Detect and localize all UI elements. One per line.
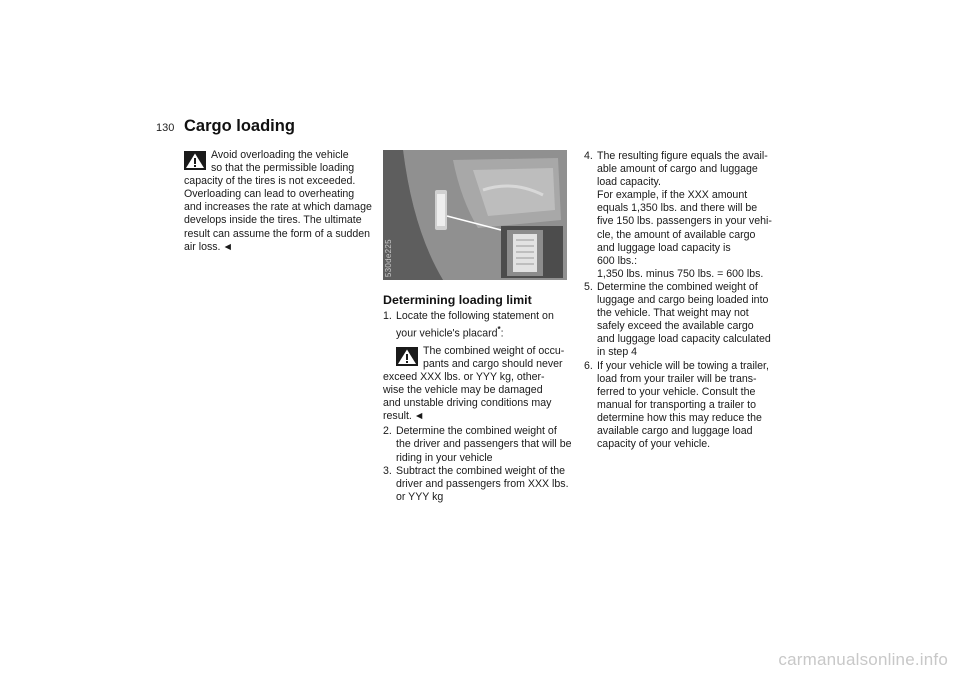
list-item [584,360,780,452]
step-number: 3. [383,464,392,477]
list-item [383,465,579,504]
step-text: Determine the combined weight of luggage and cargo being loaded into the vehicle. That weight may not safely exceed the available cargo and luggage load capacity calculated in step 4 [597,280,771,359]
overload-warning-body: capacity of the tires is not exceeded. Overloading can lead to overheating and increases the rate at which damage develops inside the tires. The ultimate result can assume the form of a sudden air loss. [184,175,372,253]
list-item [383,425,579,464]
page-title: Cargo loading [184,117,295,135]
step-text: If your vehicle will be towing a trailer, load from your trailer will be trans- ferred to your vehicle. Consult the manual for transporting a trailer to determine how this may reduce the available cargo and luggage load capacity of your vehicle. [597,359,769,451]
step-text: Subtract the combined weight of the driver and passengers from XXX lbs. or YYY kg [396,464,569,503]
step-text: Locate the following statement on your vehicle's placard [396,310,554,340]
page-number: 130 [156,122,175,134]
overload-warning-lead: Avoid overloading the vehicle so that the permissible loading [211,149,355,175]
step-text: The resulting figure equals the avail- able amount of cargo and luggage load capacity. For example, if the XXX amount equals 1,350 lbs. and there will be five 150 lbs. passengers in your vehi- cle, the amount of available cargo and luggage load capacity is 600 lbs.: 1,350 lbs. minus 750 lbs. = 600 lbs. [597,150,772,280]
step-text: Determine the combined weight of the driver and passengers that will be riding in your vehicle [396,425,572,464]
list-item [584,281,780,360]
section-heading: Determining loading limit [383,293,532,307]
end-mark: ◄ [222,240,233,253]
warning-triangle-icon [184,151,206,170]
door-illustration [383,150,567,280]
placard-warning-lead: The combined weight of occu- pants and cargo should never [423,344,565,370]
overload-warning-text [184,175,376,254]
option-star: * [497,325,501,335]
door-placard-photo [383,150,567,280]
photo-code: 530de225 [383,239,393,277]
warning-triangle-icon [396,347,418,366]
step-number: 4. [584,150,593,162]
step-suffix: : [500,327,504,340]
steps-list-b [584,150,780,451]
steps-list-a [383,310,579,504]
placard-warning [383,345,579,424]
watermark: carmanualsonline.info [778,650,948,669]
placard-warning-body: exceed XXX lbs. or YYY kg, other- wise the vehicle may be damaged and unstable driving conditions may result. [383,371,552,423]
left-column [184,149,376,254]
step-number: 1. [383,310,392,323]
list-item [584,150,780,281]
right-column [584,150,780,451]
placard-warning-text [383,371,579,423]
list-item [383,310,579,423]
end-mark: ◄ [413,410,425,423]
overload-warning [184,149,376,254]
step-number: 5. [584,280,593,293]
step-number: 6. [584,359,593,372]
step-number: 2. [383,425,392,438]
middle-column [383,150,579,504]
